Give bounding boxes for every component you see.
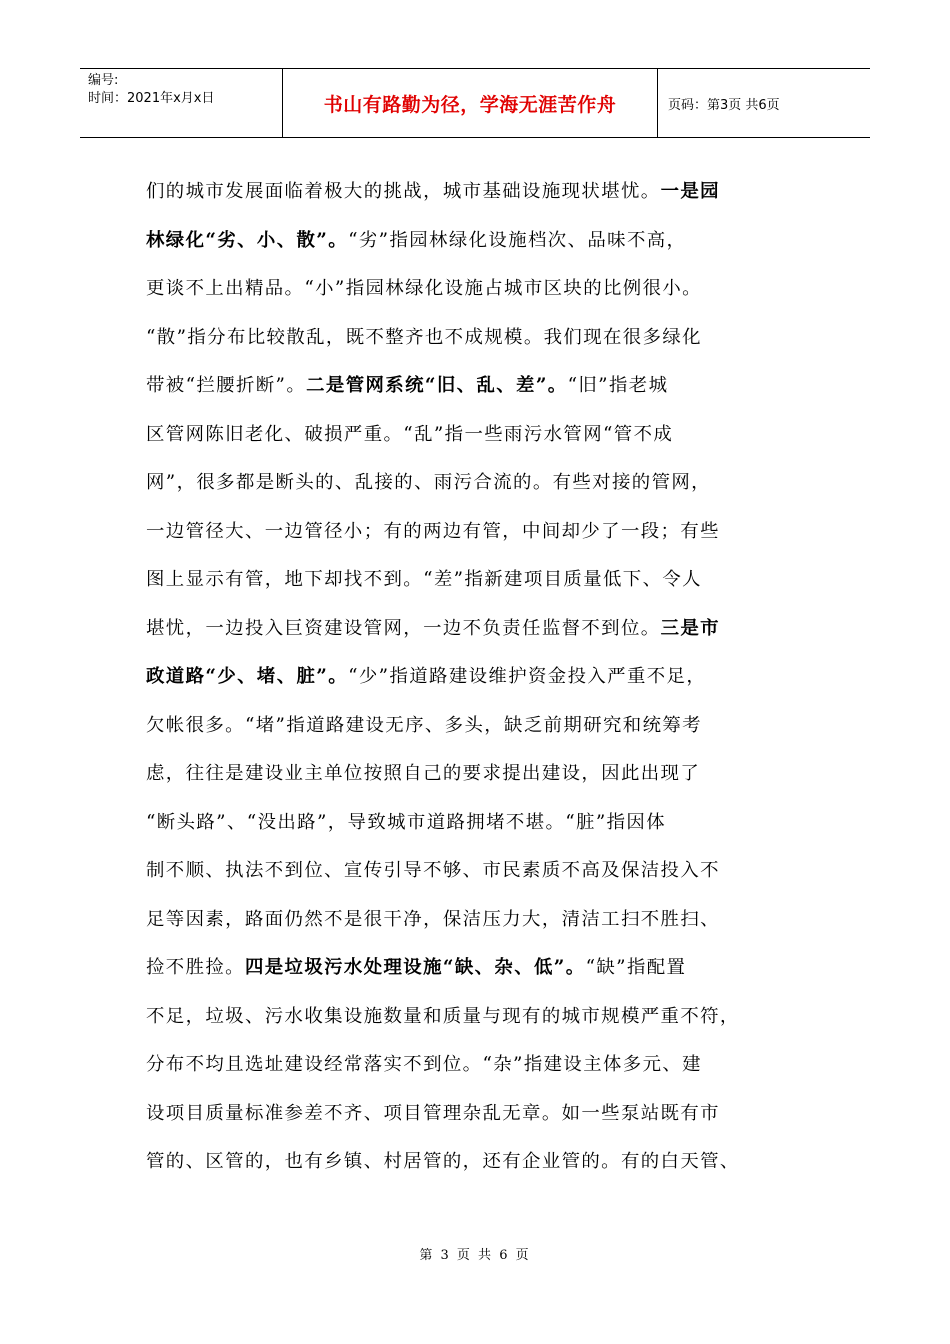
text-segment: 图上显示有管，地下却找不到。“差”指新建项目质量低下、令人 bbox=[146, 569, 702, 590]
text-segment: 捡不胜捡。 bbox=[146, 957, 245, 978]
text-line bbox=[146, 653, 818, 702]
header-meta bbox=[80, 69, 283, 137]
text-segment: 一边管径大、一边管径小；有的两边有管，中间却少了一段；有些 bbox=[146, 520, 720, 542]
text-line bbox=[146, 799, 818, 848]
text-segment: “劣”指园林绿化设施档次、品味不高， bbox=[348, 229, 687, 251]
text-line bbox=[146, 556, 818, 605]
text-line bbox=[146, 702, 818, 751]
bold-heading-segment: 政道路“少、堵、脏”。 bbox=[146, 666, 349, 687]
text-line bbox=[146, 411, 818, 460]
text-segment: 不足，垃圾、污水收集设施数量和质量与现有的城市规模严重不符， bbox=[146, 1005, 740, 1027]
text-segment: 堪忧，一边投入巨资建设管网，一边不负责任监督不到位。 bbox=[146, 617, 661, 639]
text-line bbox=[146, 459, 818, 508]
text-line bbox=[146, 896, 818, 945]
text-line bbox=[146, 993, 818, 1042]
text-segment: “断头路”、“没出路”，导致城市道路拥堵不堪。“脏”指因体 bbox=[146, 811, 666, 833]
text-line bbox=[146, 944, 818, 993]
text-segment: “旧”指老城 bbox=[567, 375, 669, 396]
text-segment: 区管网陈旧老化、破损严重。“乱”指一些雨污水管网“管不成 bbox=[146, 423, 674, 445]
text-segment: 网”，很多都是断头的、乱接的、雨污合流的。有些对接的管网， bbox=[146, 472, 711, 493]
header-motto: 书山有路勤为径，学海无涯苦作舟 bbox=[283, 69, 658, 137]
bold-heading-segment: 三是市 bbox=[660, 617, 720, 639]
text-line bbox=[146, 217, 818, 266]
number-label: 编号: bbox=[88, 73, 119, 88]
text-segment: 制不顺、执法不到位、宣传引导不够、市民素质不高及保洁投入不 bbox=[146, 860, 720, 881]
text-segment: “散”指分布比较散乱，既不整齐也不成规模。我们现在很多绿化 bbox=[146, 326, 702, 348]
date-label: 时间：2021年x月x日 bbox=[88, 91, 215, 106]
page-footer: 第 3 页 共 6 页 bbox=[419, 1248, 531, 1263]
bold-heading-segment: 林绿化“劣、小、散”。 bbox=[146, 229, 349, 251]
text-segment: 管的、区管的，也有乡镇、村居管的，还有企业管的。有的白天管、 bbox=[146, 1151, 740, 1172]
text-line bbox=[146, 362, 818, 411]
bold-heading-segment: 二是管网系统“旧、乱、差”。 bbox=[306, 375, 568, 396]
body-text bbox=[146, 168, 818, 1187]
text-line bbox=[146, 314, 818, 363]
text-segment: 分布不均且选址建设经常落实不到位。“杂”指建设主体多元、建 bbox=[146, 1054, 702, 1075]
text-line bbox=[146, 1090, 818, 1139]
text-segment: 带被“拦腰折断”。 bbox=[146, 375, 307, 396]
text-segment: 足等因素，路面仍然不是很干净，保洁压力大，清洁工扫不胜扫、 bbox=[146, 908, 720, 930]
text-segment: “缺”指配置 bbox=[585, 957, 687, 978]
text-line bbox=[146, 1138, 818, 1187]
text-segment: 欠帐很多。“堵”指道路建设无序、多头，缺乏前期研究和统筹考 bbox=[146, 714, 702, 736]
text-line bbox=[146, 605, 818, 654]
text-line bbox=[146, 265, 818, 314]
page-header bbox=[80, 68, 870, 138]
text-segment: 更谈不上出精品。“小”指园林绿化设施占城市区块的比例很小。 bbox=[146, 278, 702, 299]
text-line bbox=[146, 1041, 818, 1090]
header-page-label: 页码：第3页 共6页 bbox=[668, 97, 780, 113]
text-segment: “少”指道路建设维护资金投入严重不足， bbox=[348, 666, 707, 687]
text-line bbox=[146, 168, 818, 217]
text-line bbox=[146, 847, 818, 896]
bold-heading-segment: 一是园 bbox=[660, 181, 720, 202]
bold-heading-segment: 四是垃圾污水处理设施“缺、杂、低”。 bbox=[244, 957, 586, 978]
text-segment: 虑，往往是建设业主单位按照自己的要求提出建设，因此出现了 bbox=[146, 763, 701, 784]
text-segment: 设项目质量标准参差不齐、项目管理杂乱无章。如一些泵站既有市 bbox=[146, 1102, 720, 1124]
text-line bbox=[146, 508, 818, 557]
text-line bbox=[146, 750, 818, 799]
text-segment: 们的城市发展面临着极大的挑战，城市基础设施现状堪忧。 bbox=[146, 181, 661, 202]
